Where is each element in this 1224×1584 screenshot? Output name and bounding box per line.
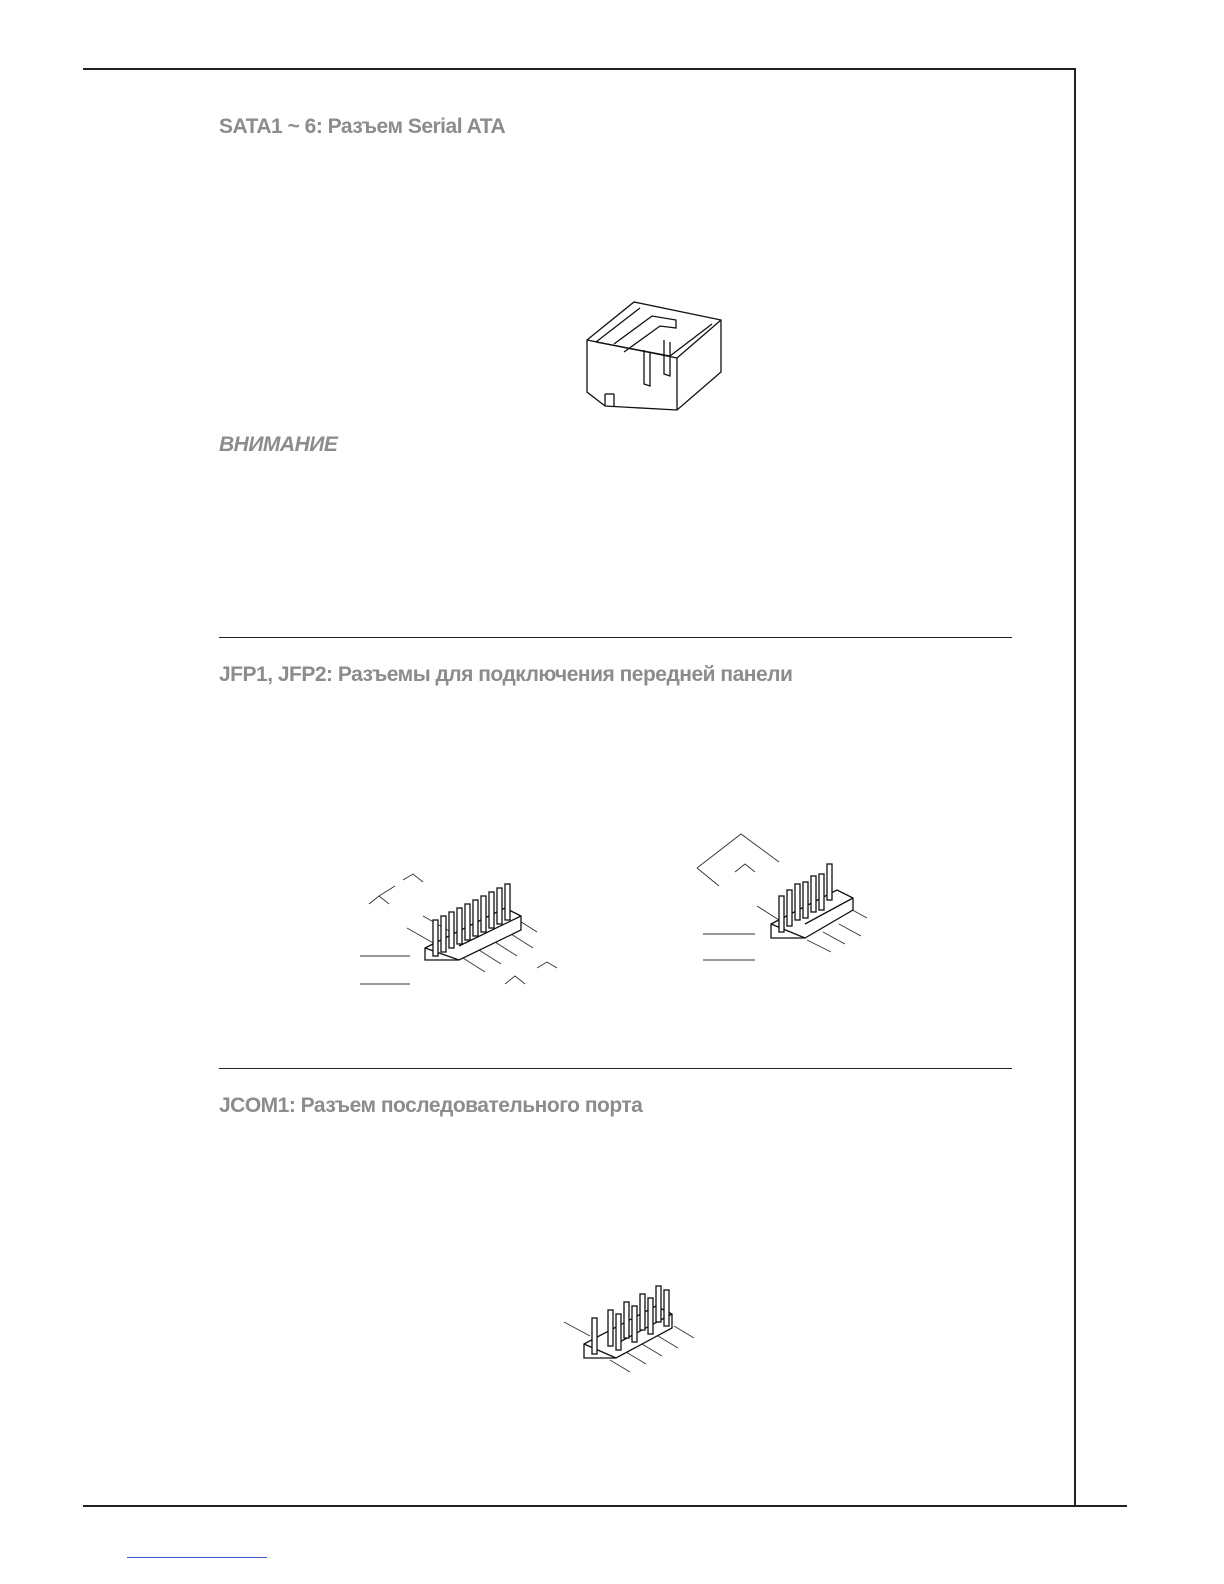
footer-link-underline — [127, 1557, 267, 1558]
jcom1-header-diagram — [560, 1282, 710, 1392]
jcom-section-heading: JCOM1: Разъем последовательного порта — [219, 1094, 643, 1117]
jfp-section-heading: JFP1, JFP2: Разъемы для подключения передней панели — [219, 663, 793, 686]
bottom-border — [83, 1505, 1127, 1507]
section-divider-2 — [219, 1068, 1012, 1069]
section-divider — [219, 637, 1012, 638]
warning-heading: ВНИМАНИЕ — [219, 433, 338, 456]
sata-connector-icon — [584, 298, 724, 418]
right-border — [1074, 68, 1076, 1506]
top-border — [83, 68, 1075, 70]
jfp1-header-diagram — [355, 868, 575, 1008]
jfp2-header-diagram — [695, 828, 885, 968]
sata-section-heading: SATA1 ~ 6: Разъем Serial ATA — [219, 115, 506, 138]
